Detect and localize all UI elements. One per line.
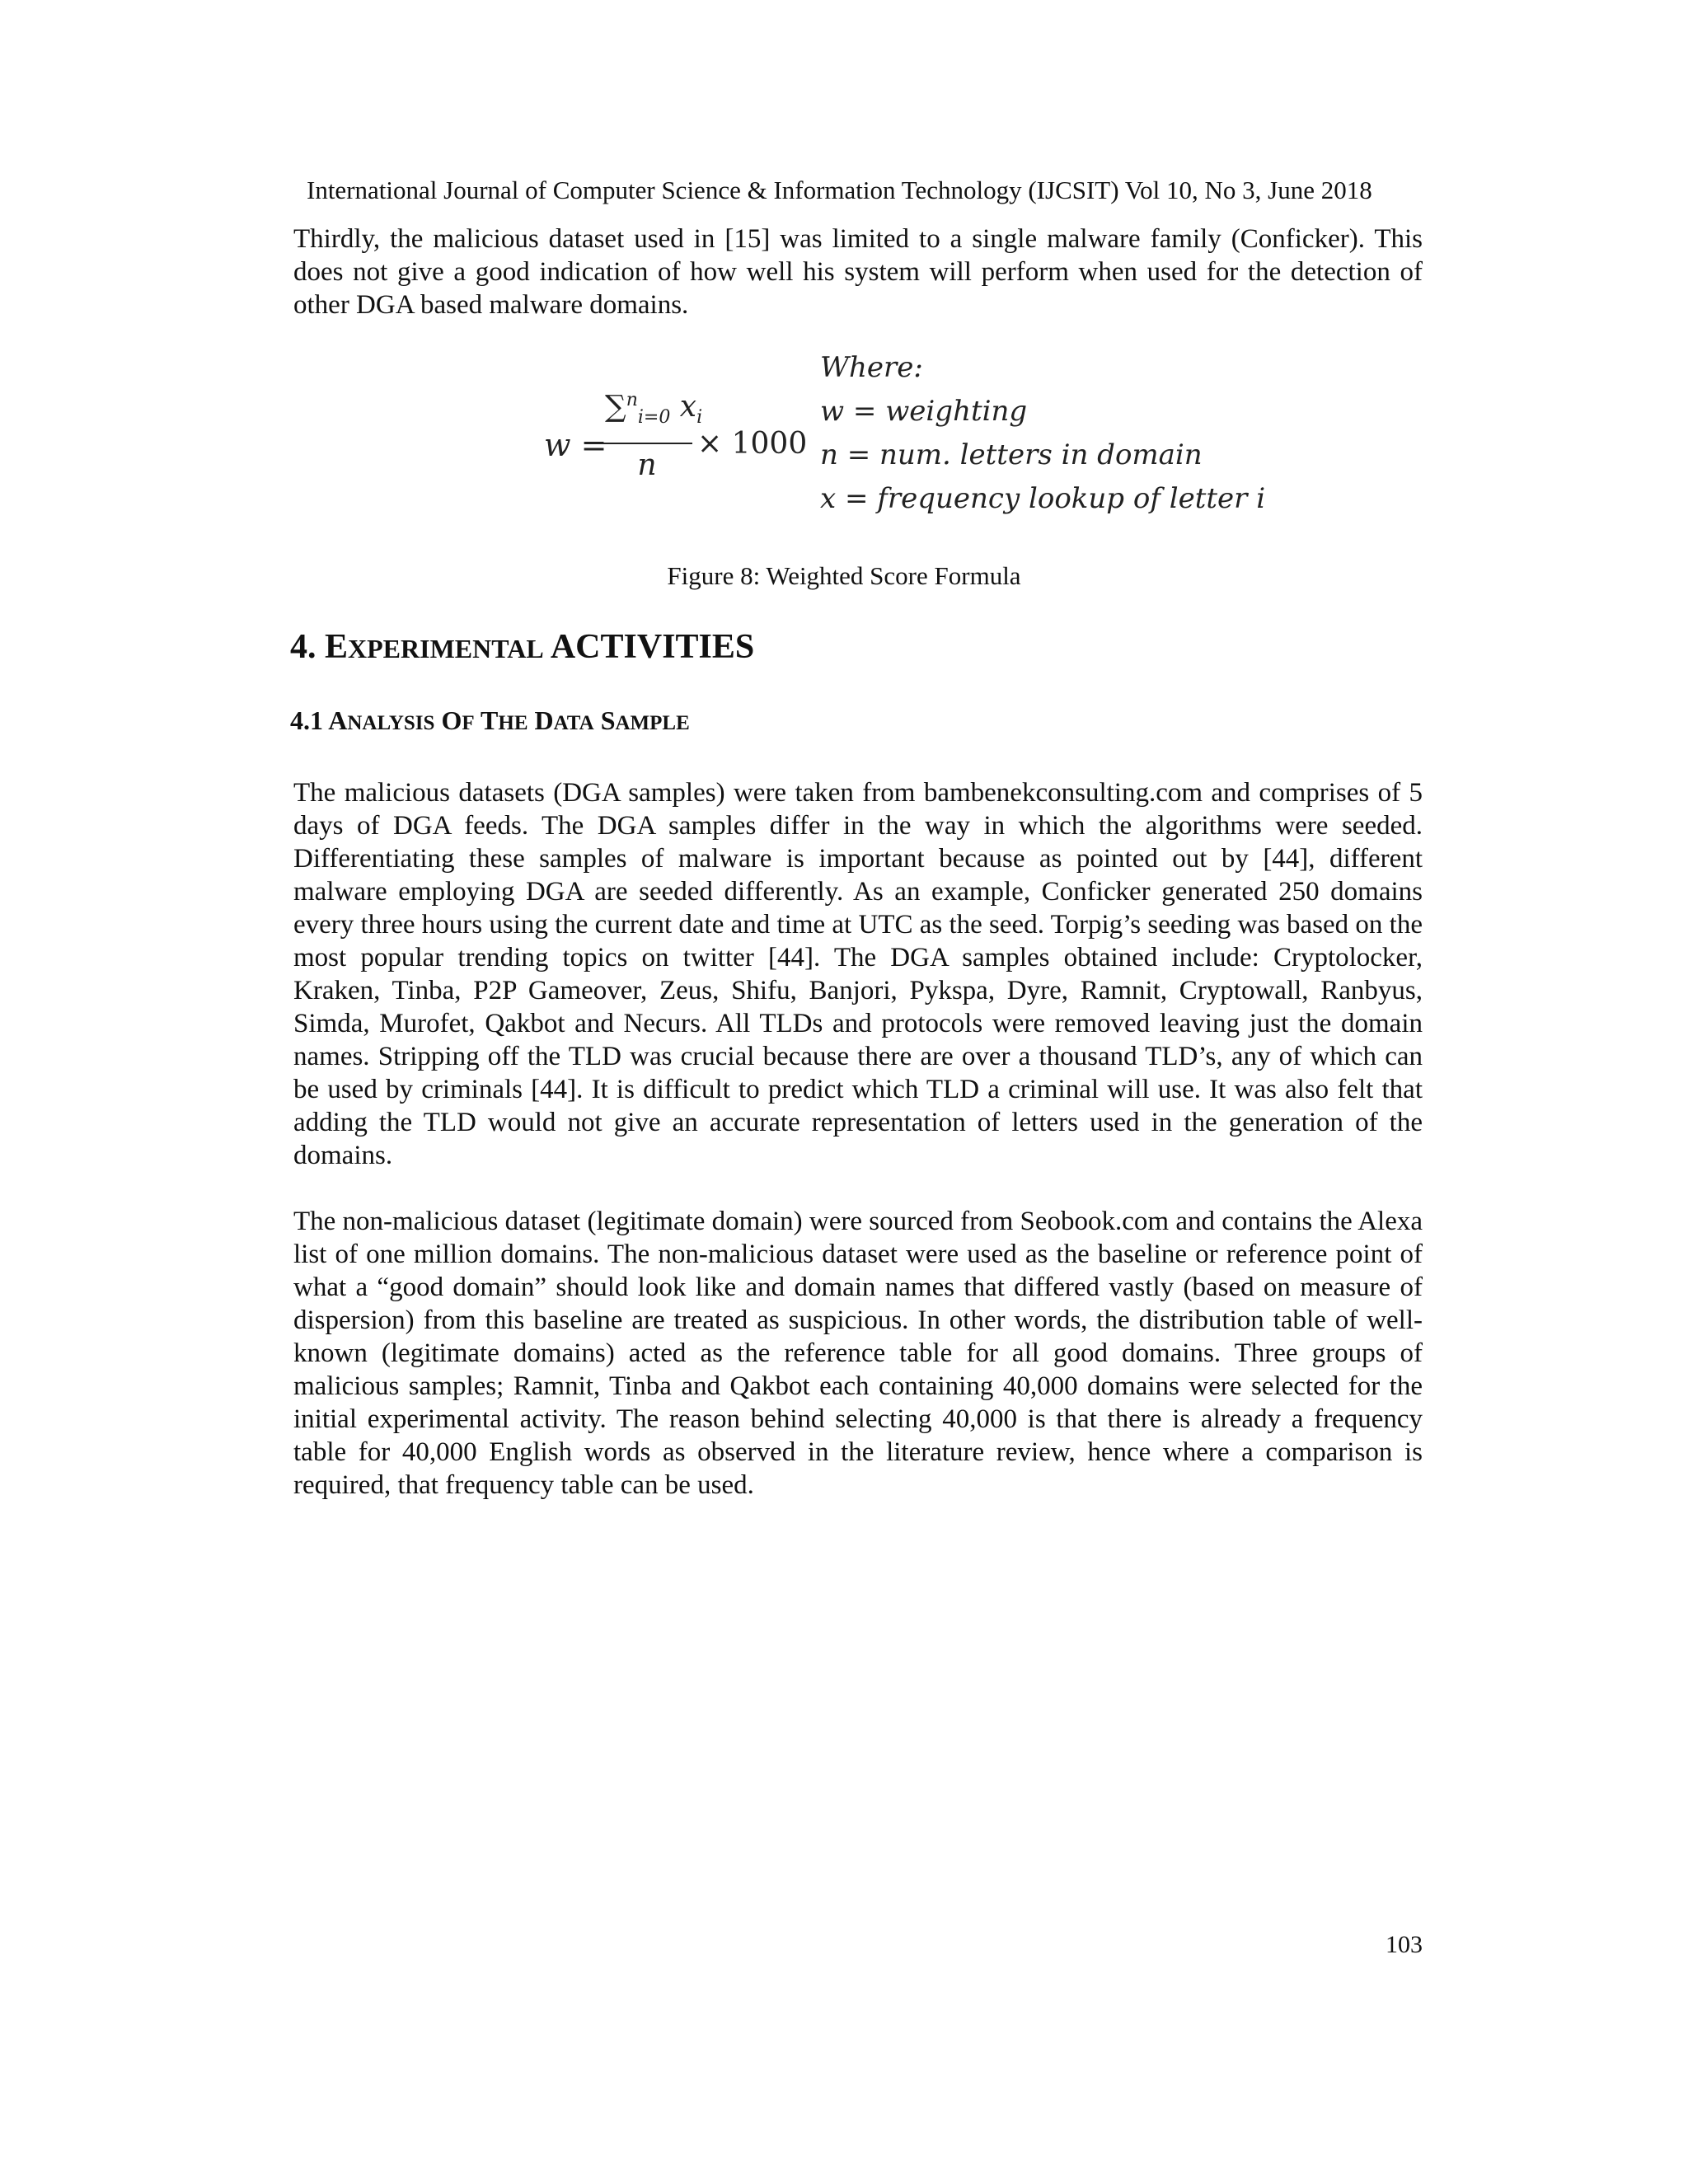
formula-legend	[820, 346, 1265, 521]
subsection-word-initial: A	[328, 705, 348, 735]
subsection-word-initial: S	[600, 705, 616, 735]
subsection-word-rest: F	[462, 712, 475, 734]
paragraph-thirdly: Thirdly, the malicious dataset used in [15] was limited to a single malware family (Conficker). This does not give a good indication of how well his system will perform when used for the detection of other DGA based malware domains.	[293, 224, 1423, 320]
section-word-1-initial: E	[325, 628, 349, 666]
section-word-2: ACTIVITIES	[550, 628, 755, 666]
sum-upper-limit: n	[626, 390, 638, 410]
subsection-word-initial: T	[481, 705, 499, 735]
paragraph-non-malicious-dataset: The non-malicious dataset (legitimate domain) were sourced from Seobook.com and contains the Alexa list of one million domains. The non-malicious dataset were used as the baseline or reference point of what a “good domain” should look like and domain names that differed vastly (based on measure of dispersion) from this baseline are treated as suspicious. In other words, the distribution table of well-known (legitimate domains) acted as the reference table for all good domains. Three groups of malicious samples; Ramnit, Tinba and Qakbot each containing 40,000 domains were selected for the initial experimental activity. The reason behind selecting 40,000 is that there is already a frequency table for 40,000 English words as observed in the literature review, hence where a comparison is required, that frequency table can be used.	[293, 1207, 1423, 1500]
weighted-score-formula	[536, 346, 1266, 544]
summand: x	[679, 390, 697, 424]
formula-fraction	[602, 379, 703, 487]
page-number: 103	[1386, 1931, 1423, 1958]
subsection-word-rest: ATA	[553, 712, 594, 734]
summand-subscript: i	[696, 407, 703, 429]
formula-denominator: n	[637, 448, 657, 483]
legend-line-num-letters: n = num. letters in domain	[820, 438, 1203, 471]
formula-lhs: w =	[544, 427, 607, 463]
subsection-word-rest: NALYSIS	[347, 712, 435, 734]
figure-caption: Figure 8: Weighted Score Formula	[667, 561, 1021, 590]
paragraph-malicious-datasets: The malicious datasets (DGA samples) were taken from bambenekconsulting.com and comprises of 5 days of DGA feeds. The DGA samples differ in the way in which the algorithms were seeded. Differentiating these samples of malware is important because as pointed out by [44], different malware employing DGA are seeded differently. As an example, Conficker generated 250 domains every three hours using the current date and time at UTC as the seed. Torpig’s seeding was based on the most popular trending topics on twitter [44]. The DGA samples obtained include: Cryptolocker, Kraken, Tinba, P2P Gameover, Zeus, Shifu, Banjori, Pykspa, Dyre, Ramnit, Cryptowall, Ranbyus, Simda, Murofet, Qakbot and Necurs. All TLDs and protocols were removed leaving just the domain names. Stripping off the TLD was crucial because there are over a thousand TLD’s, any of which can be used by criminals [44]. It is difficult to predict which TLD a criminal will use. It was also felt that adding the TLD would not give an accurate representation of letters used in the generation of the domains.	[293, 778, 1423, 1170]
legend-line-weighting: w = weighting	[820, 395, 1028, 428]
formula-numerator	[602, 379, 703, 444]
legend-line-frequency: x = frequency lookup of letter i	[820, 482, 1266, 515]
subsection-number: 4.1	[290, 705, 323, 735]
subsection-heading	[290, 704, 690, 740]
subsection-word-initial: O	[441, 705, 462, 735]
section-number: 4.	[290, 628, 316, 666]
running-header: International Journal of Computer Science & Information Technology (IJCSIT) Vol 10, No 3, June 2018	[307, 176, 1372, 204]
section-heading	[290, 626, 754, 669]
formula-multiplier: × 1000	[697, 427, 808, 461]
sum-symbol: ∑	[605, 390, 626, 424]
legend-title: Where:	[820, 351, 923, 384]
sum-lower-limit: i=0	[637, 407, 671, 429]
section-word-1-rest: XPERIMENTAL	[348, 634, 544, 663]
subsection-word-initial: D	[534, 705, 554, 735]
subsection-word-rest: AMPLE	[615, 712, 690, 734]
subsection-word-rest: HE	[498, 712, 528, 734]
